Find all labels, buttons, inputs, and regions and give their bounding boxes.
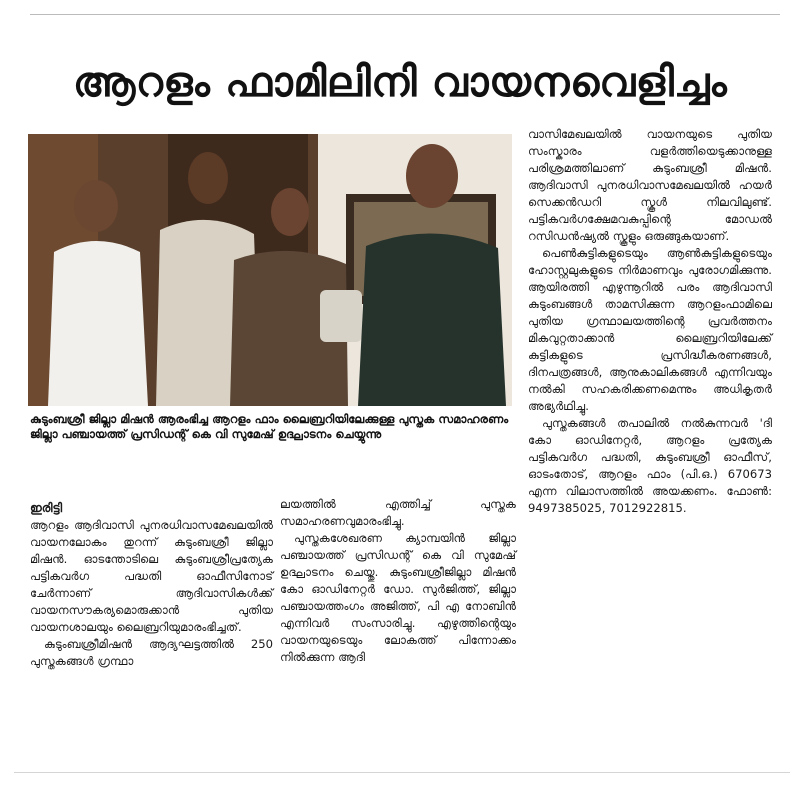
- paragraph: വാസിമേഖലയിൽ വായനയുടെ പുതിയ സംസ്കാരം വളർത്തിയെടുക്കാനുള്ള പരിശ്രമത്തിലാണ് കുടുംബശ്രീ മിഷൻ. ആദിവാസി പുനരധിവാസമേഖലയിൽ ഹയർ സെക്കൻഡറി സ്കൂൾ നിലവിലുണ്ട്. പട്ടികവർഗക്ഷേമവകുപ്പിന്റെ മോഡൽ റസിഡൻഷ്യൽ സ്കൂളും ഒരുങ്ങുകയാണ്.: [528, 127, 772, 243]
- photo-icon: [28, 134, 512, 406]
- article-column-1: [30, 500, 273, 670]
- paragraph: പെൺകുട്ടികളുടെയും ആൺകുട്ടികളുടെയും ഹോസ്റ്റലുകളുടെ നിർമാണവും പുരോഗമിക്കുന്നു. ആയിരത്തി എഴുന്നൂറിൽ പരം ആദിവാസി കുടുംബങ്ങൾ താമസിക്കുന്ന ആറളംഫാമിലെ പുതിയ ഗ്രന്ഥാലയത്തിന്റെ പ്രവർത്തനം മികവുറ്റതാക്കാൻ ലൈബ്രറിയിലേക്ക് കുട്ടികളുടെ പ്രസിദ്ധീകരണങ്ങൾ, ദിനപത്രങ്ങൾ, ആനുകാലികങ്ങൾ എന്നിവയും നൽകി സഹകരിക്കണമെന്നും അധികൃതർ അഭ്യർഥിച്ചു.: [528, 246, 772, 413]
- headline: ആറളം ഫാമിലിനി വായനവെളിച്ചം: [72, 58, 728, 106]
- article-column-2: [280, 496, 516, 666]
- bottom-rule: [14, 772, 790, 773]
- top-rule: [30, 14, 780, 15]
- paragraph: പുസ്തകശേഖരണ ക്യാമ്പയിൻ ജില്ലാ പഞ്ചായത്ത് പ്രസിഡന്റ് കെ വി സുമേഷ് ഉദ്ഘാടനം ചെയ്തു. കുടുംബശ്രീജില്ലാ മിഷൻ കോ ഓഡിനേറ്റർ ഡോ. സുർജിത്ത്, ജില്ലാ പഞ്ചായത്തംഗം അജിത്ത്, പി എ നോബിൻ എന്നിവർ സംസാരിച്ചു. എഴുത്തിന്റെയും വായനയുടെയും ലോകത്ത് പിന്നോക്കം നിൽക്കുന്ന ആദി: [280, 531, 516, 664]
- photo-caption: കുടുംബശ്രീ ജില്ലാ മിഷൻ ആരംഭിച്ച ആറളം ഫാം ലൈബ്രറിയിലേക്കുള്ള പുസ്തക സമാഹരണം ജില്ലാ പഞ്ചായത്ത് പ്രസിഡന്റ് കെ വി സുമേഷ് ഉദ്ഘാടനം ചെയ്യുന്നു: [30, 412, 509, 441]
- paragraph: ആറളം ആദിവാസി പുനരധിവാസമേഖലയിൽ വായനലോകം തുറന്ന് കുടുംബശ്രീ ജില്ലാ മിഷൻ. ഓടന്തോടിലെ കുടുംബശ്രീപ്രത്യേക പട്ടികവർഗ പദ്ധതി ഓഫീസിനോട് ചേർന്നാണ് ആദിവാസികൾക്ക് വായനസൗകര്യമൊരുക്കാൻ പുതിയ വായനശാലയും ലൈബ്രറിയുമാരംഭിച്ചത്.: [30, 518, 273, 634]
- article-column-3: [528, 126, 772, 517]
- paragraph: കുടുംബശ്രീമിഷൻ ആദ്യഘട്ടത്തിൽ 250 പുസ്തകങ്ങൾ ഗ്രന്ഥാ: [30, 637, 273, 668]
- dateline: ഇരിട്ടി: [30, 501, 63, 515]
- paragraph: പുസ്തകങ്ങൾ തപാലിൽ നൽകുന്നവർ 'ദി കോ ഓഡിനേറ്റർ, ആറളം പ്രത്യേക പട്ടികവർഗ പദ്ധതി, കുടുംബശ്രീ ഓഫീസ്, ഓടംതോട്, ആറളം ഫാം (പി.ഒ.) 670673 എന്ന വിലാസത്തിൽ അയക്കണം. ഫോൺ: 9497385025, 7012922815.: [528, 416, 772, 515]
- news-photo: [28, 134, 512, 406]
- paragraph: ലയത്തിൽ എത്തിച്ച് പുസ്തക സമാഹരണവുമാരംഭിച്ചു.: [280, 497, 516, 528]
